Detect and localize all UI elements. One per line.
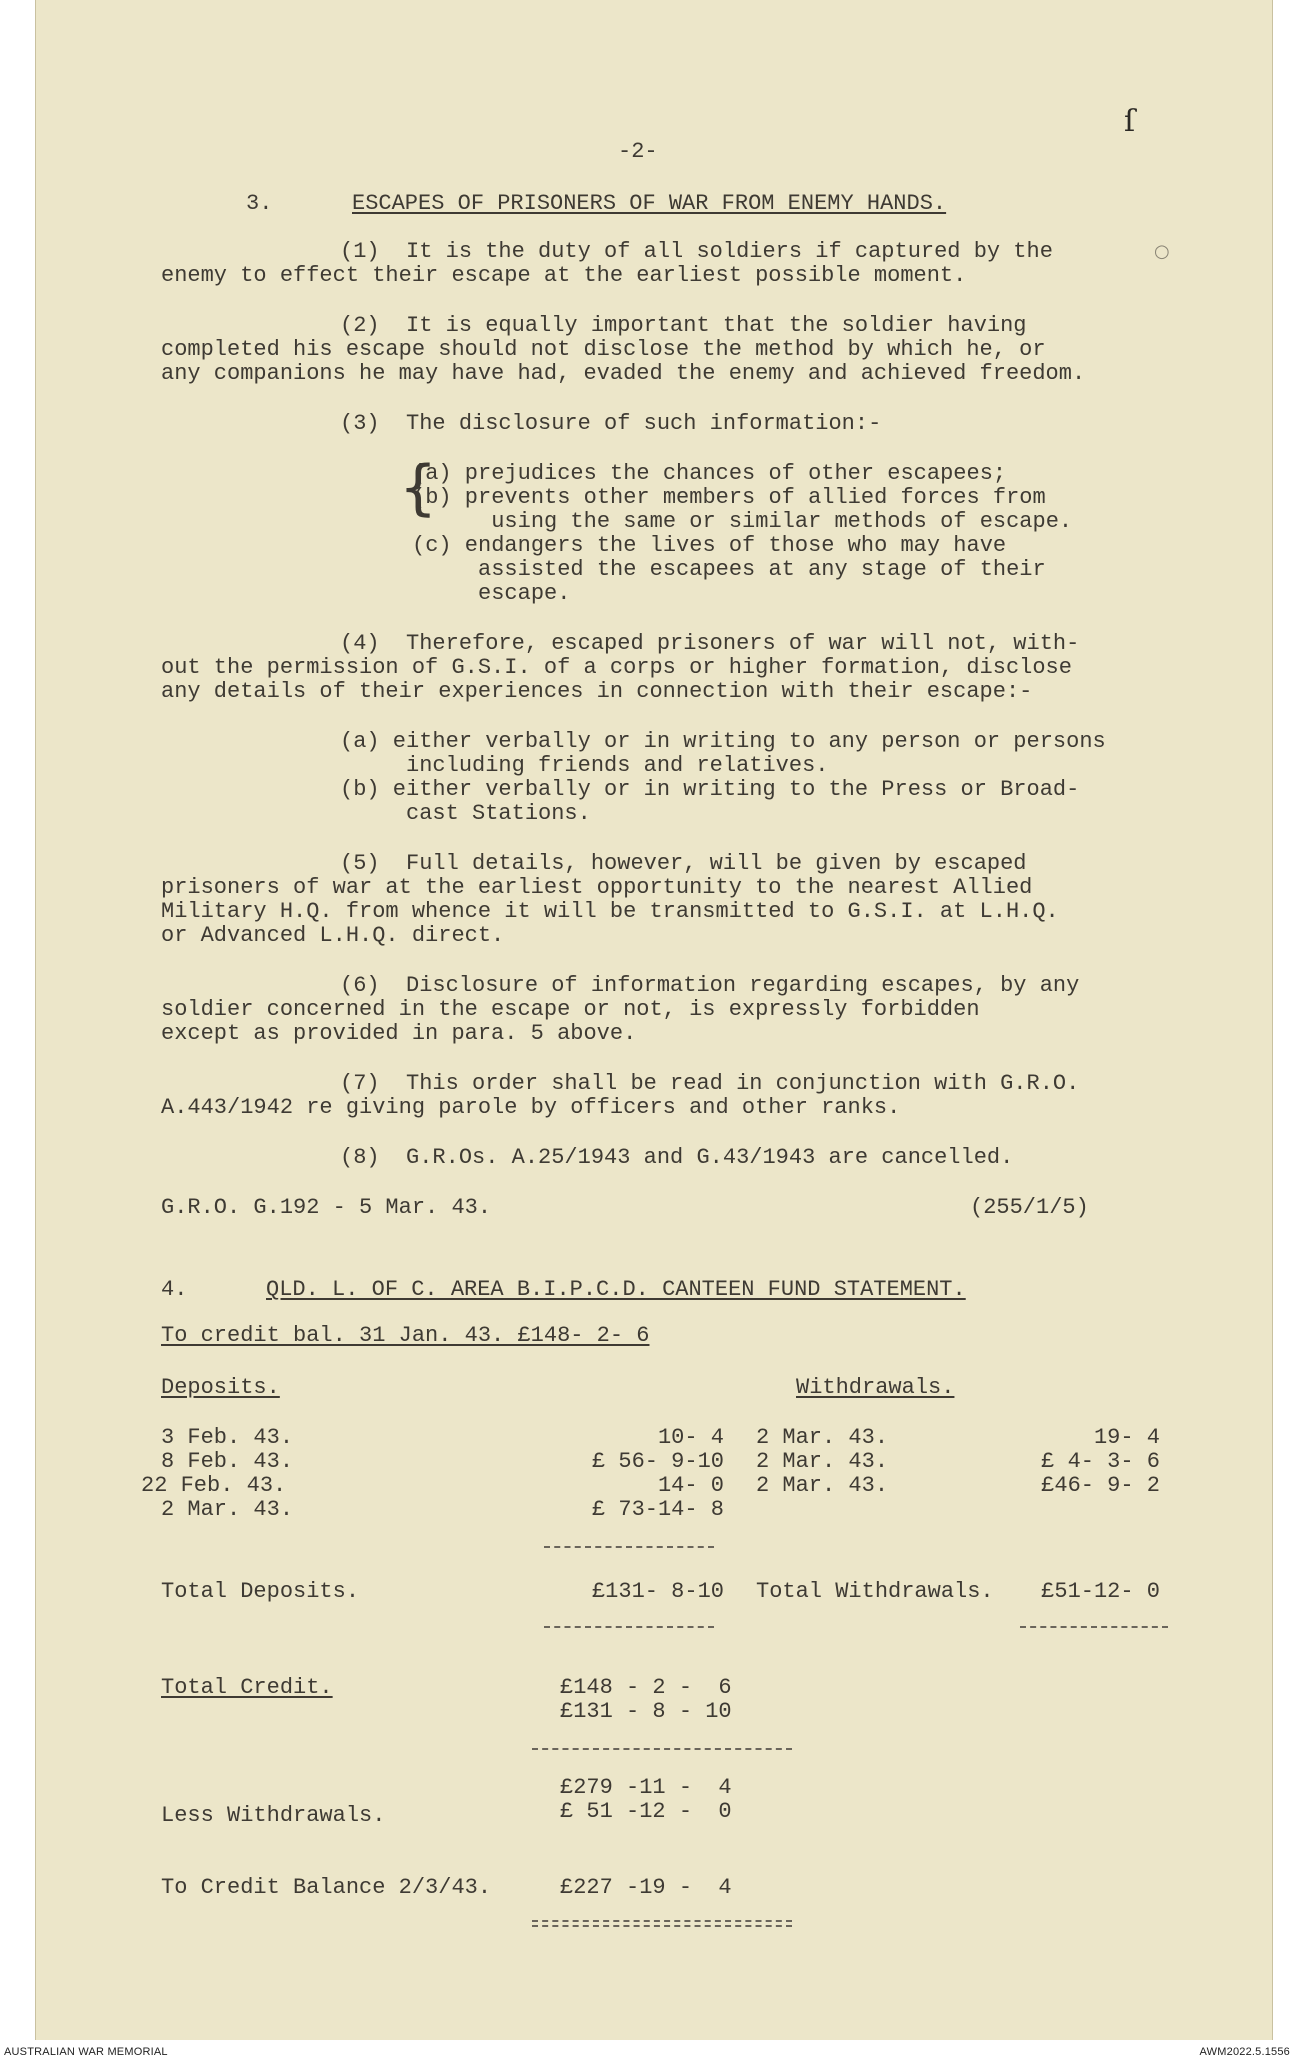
- rule-divider: [1020, 1626, 1168, 1628]
- total-deposits-amount: £131- 8-10: [591, 1579, 724, 1604]
- para-5-line-4: or Advanced L.H.Q. direct.: [161, 923, 505, 948]
- para-4-line-2: out the permission of G.S.I. of a corps or higher formation, disclose: [161, 655, 1072, 680]
- para-2-line-1: (2) It is equally important that the soldier having: [340, 313, 1027, 338]
- brace-mark-icon: {: [400, 453, 437, 523]
- less-withdrawals-label: Less Withdrawals.: [161, 1803, 386, 1828]
- total-credit-line-2: £131 - 8 - 10: [560, 1699, 732, 1724]
- double-rule-divider: [532, 1920, 792, 1927]
- list-item-c-cont-1: assisted the escapees at any stage of their: [412, 557, 1046, 582]
- withdrawals-label: Withdrawals.: [796, 1375, 955, 1400]
- total-withdrawals-amount: £51-12- 0: [1041, 1579, 1160, 1604]
- para-5-line-3: Military H.Q. from whence it will be transmitted to G.S.I. at L.H.Q.: [161, 899, 1059, 924]
- withdrawal-date: 2 Mar. 43.: [756, 1425, 889, 1450]
- para-3: (3) The disclosure of such information:-: [340, 411, 882, 436]
- rule-divider: [544, 1626, 714, 1628]
- order-reference: G.R.O. G.192 - 5 Mar. 43.: [161, 1195, 492, 1220]
- para-2-line-2: completed his escape should not disclose the method by which he, or: [161, 337, 1046, 362]
- deposit-date: 22 Feb. 43.: [141, 1473, 287, 1498]
- para-4-line-1: (4) Therefore, escaped prisoners of war will not, with-: [340, 631, 1080, 656]
- total-withdrawals-label: Total Withdrawals.: [756, 1579, 994, 1604]
- para-8: (8) G.R.Os. A.25/1943 and G.43/1943 are cancelled.: [340, 1145, 1014, 1170]
- total-credit-line-1: £148 - 2 - 6: [560, 1675, 732, 1700]
- withdrawal-date: 2 Mar. 43.: [756, 1473, 889, 1498]
- total-deposits-label: Total Deposits.: [161, 1579, 360, 1604]
- withdrawal-amount: £ 4- 3- 6: [1041, 1449, 1160, 1474]
- withdrawal-amount: 19- 4: [1093, 1425, 1160, 1450]
- para-5-line-2: prisoners of war at the earliest opportunity to the nearest Allied: [161, 875, 1033, 900]
- rule-divider: [532, 1748, 792, 1750]
- para-4-list-a: (a) either verbally or in writing to any person or persons: [340, 729, 1106, 754]
- para-7-line-1: (7) This order shall be read in conjunction with G.R.O.: [340, 1071, 1080, 1096]
- closing-balance-amount: £227 -19 - 4: [560, 1875, 732, 1900]
- list-item-c: (c) endangers the lives of those who may have: [412, 533, 1007, 558]
- sum-line: £279 -11 - 4: [560, 1775, 732, 1800]
- section-4-number: 4.: [161, 1277, 188, 1302]
- para-2-line-3: any companions he may have had, evaded the enemy and achieved freedom.: [161, 361, 1086, 386]
- total-credit-label: Total Credit.: [161, 1675, 333, 1700]
- para-6-line-1: (6) Disclosure of information regarding escapes, by any: [340, 973, 1080, 998]
- section-3-heading: ESCAPES OF PRISONERS OF WAR FROM ENEMY HANDS.: [352, 191, 947, 216]
- deposit-amount: £ 56- 9-10: [591, 1449, 724, 1474]
- deposit-amount: 10- 4: [657, 1425, 724, 1450]
- deposits-label: Deposits.: [161, 1375, 280, 1400]
- pencil-mark-icon: ſ: [1124, 104, 1136, 139]
- para-4-list-b-cont: cast Stations.: [340, 801, 591, 826]
- section-3-number: 3.: [246, 191, 273, 216]
- less-withdrawals-amount: £ 51 -12 - 0: [560, 1799, 732, 1824]
- para-4-line-3: any details of their experiences in connection with their escape:-: [161, 679, 1033, 704]
- list-item-b-cont: using the same or similar methods of escape.: [412, 509, 1073, 534]
- list-item-b: (b) prevents other members of allied forces from: [412, 485, 1046, 510]
- withdrawal-amount: £46- 9- 2: [1041, 1473, 1160, 1498]
- document-sheet: [35, 0, 1273, 2040]
- para-1-line-2: enemy to effect their escape at the earliest possible moment.: [161, 263, 967, 288]
- deposit-date: 8 Feb. 43.: [161, 1449, 294, 1474]
- para-1-line-1: (1) It is the duty of all soldiers if captured by the: [340, 239, 1053, 264]
- punch-hole-mark-icon: ○: [1154, 241, 1170, 262]
- page-number: -2-: [618, 139, 658, 164]
- para-6-line-2: soldier concerned in the escape or not, is expressly forbidden: [161, 997, 980, 1022]
- para-6-line-3: except as provided in para. 5 above.: [161, 1021, 637, 1046]
- para-7-line-2: A.443/1942 re giving parole by officers and other ranks.: [161, 1095, 901, 1120]
- footer-accession-number: AWM2022.5.1556: [1199, 2046, 1290, 2058]
- deposit-date: 2 Mar. 43.: [161, 1497, 294, 1522]
- deposit-amount: 14- 0: [657, 1473, 724, 1498]
- deposit-date: 3 Feb. 43.: [161, 1425, 294, 1450]
- footer-credit: AUSTRALIAN WAR MEMORIAL: [4, 2046, 168, 2058]
- withdrawal-date: 2 Mar. 43.: [756, 1449, 889, 1474]
- list-item-c-cont-2: escape.: [412, 581, 571, 606]
- para-5-line-1: (5) Full details, however, will be given by escaped: [340, 851, 1027, 876]
- deposit-amount: £ 73-14- 8: [591, 1497, 724, 1522]
- list-item-a: (a) prejudices the chances of other escapees;: [412, 461, 1007, 486]
- closing-balance-label: To Credit Balance 2/3/43.: [161, 1875, 492, 1900]
- file-reference: (255/1/5): [970, 1195, 1089, 1220]
- para-4-list-b: (b) either verbally or in writing to the Press or Broad-: [340, 777, 1080, 802]
- opening-balance: To credit bal. 31 Jan. 43. £148- 2- 6: [161, 1323, 650, 1348]
- para-4-list-a-cont: including friends and relatives.: [340, 753, 829, 778]
- rule-divider: [544, 1546, 714, 1548]
- section-4-heading: QLD. L. OF C. AREA B.I.P.C.D. CANTEEN FUND STATEMENT.: [266, 1277, 966, 1302]
